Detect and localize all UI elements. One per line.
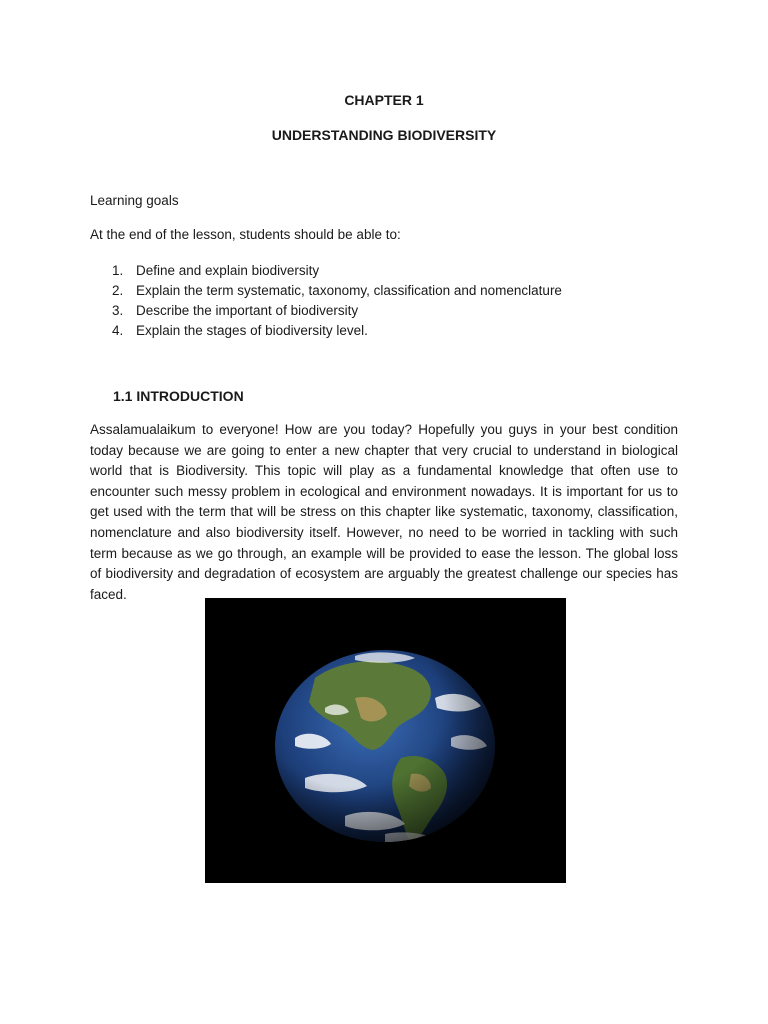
goal-item	[112, 301, 562, 321]
goal-text: Define and explain biodiversity	[136, 263, 320, 278]
goal-item	[112, 281, 562, 301]
learning-goals-list	[112, 261, 562, 341]
goal-number: 3.	[112, 303, 124, 318]
goal-number: 4.	[112, 323, 124, 338]
goal-item	[112, 321, 562, 341]
learning-goals-label: Learning goals	[90, 193, 179, 208]
goal-number: 1.	[112, 263, 124, 278]
goal-text: Describe the important of biodiversity	[136, 303, 359, 318]
goal-text: Explain the term systematic, taxonomy, classification and nomenclature	[136, 283, 562, 298]
introduction-paragraph: Assalamualaikum to everyone! How are you today? Hopefully you guys in your best condition today because we are going to enter a new chapter that very crucial to understand in biological world that is Biodiversity. This topic will play as a fundamental knowledge that often use to encounter such messy problem in ecological and environment nowadays. It is important for us to get used with the term that will be stress on this chapter like systematic, taxonomy, classification, nomenclature and also biodiversity itself. However, no need to be worried in tackling with such term because as we go through, an example will be provided to ease the lesson. The global loss of biodiversity and degradation of ecosystem are arguably the greatest challenge our species has faced.	[90, 422, 678, 602]
earth-globe-icon	[205, 598, 566, 883]
goal-item	[112, 261, 562, 281]
goal-text: Explain the stages of biodiversity level.	[136, 323, 368, 338]
earth-image	[205, 598, 566, 883]
chapter-number: CHAPTER 1	[344, 92, 424, 108]
chapter-title: UNDERSTANDING BIODIVERSITY	[271, 127, 497, 143]
goal-number: 2.	[112, 283, 124, 298]
goals-intro-line: At the end of the lesson, students should be able to:	[90, 227, 401, 242]
section-heading: 1.1 INTRODUCTION	[113, 388, 244, 404]
